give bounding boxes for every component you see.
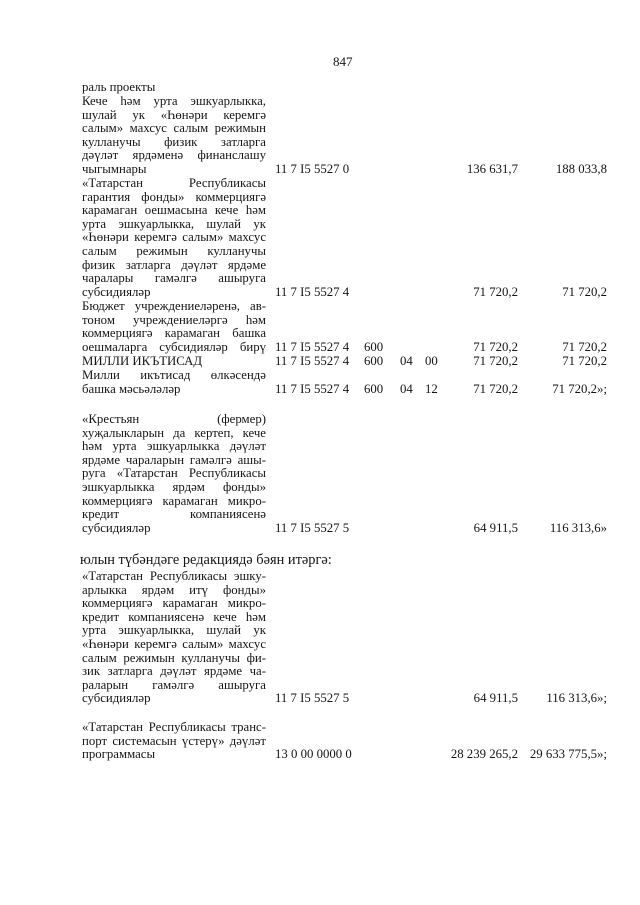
row-values [0,522,640,536]
budget-row [0,721,640,762]
amount-column-2: 71 720,2»; [552,381,607,396]
row-values [0,355,640,369]
amount-column-2: 71 720,2 [562,339,607,354]
amount-column-1: 28 239 265,2 [450,747,518,762]
description-line: оешмаларга субсидияләр бирү [82,339,266,354]
row-values [0,163,640,177]
description-line: раль проекты [82,80,156,94]
description-line: арлыкка ярдәм итү фонды» [82,582,266,597]
description-line: субсидияләр [82,520,151,535]
budget-row [0,369,640,396]
description-line: башка мәсьәләләр [82,381,181,396]
description-line: хуҗалыкларын да кертеп, кече [82,425,266,440]
description-line: салым» махсус салым режимын [82,121,266,136]
row-values [0,692,640,706]
description-line: Бюджет учреждениеләренә, ав- [82,299,266,313]
description-line: «Крестьян (фермер) [82,412,266,426]
description-line: зик затларга дәүләт ярдәме ча- [82,664,266,679]
description-line: Милли икътисад өлкәсендә [82,368,266,382]
description-line: субсидияләр [82,284,151,299]
row-description [82,177,266,299]
page-number: 847 [333,54,353,69]
expense-type-code: 600 [364,381,384,396]
budget-row [0,570,640,706]
amount-column-1: 136 631,7 [466,161,518,176]
expense-type-code: 600 [364,339,384,354]
row-values [0,286,640,300]
classification-code: 11 7 I5 5527 5 [275,691,350,706]
description-line: һәм урта эшкуарлыкка дәүләт [82,439,266,454]
description-line: субсидияләр [82,691,151,706]
description-line: руга «Татарстан Республикасы [82,466,266,481]
description-line: Кече һәм урта эшкуарлыкка, [82,94,266,108]
row-values [0,383,640,397]
classification-code: 11 7 I5 5527 4 [275,339,350,354]
amount-column-2: 29 633 775,5»; [529,747,607,762]
description-line: эшкуарлыкка ярдәм фонды» [82,479,266,494]
description-line: «Татарстан Республикасы транс- [82,720,266,734]
budget-row [0,413,640,535]
description-line: урта эшкуарлыкка, шулай ук [82,216,266,231]
budget-row [0,300,640,354]
description-line: МИЛЛИ ИКЪТИСАД [82,354,203,368]
row-description [82,570,266,706]
subsection-code: 00 [425,354,438,368]
description-line: дәүләт ярдәменә финанслашу [82,148,266,163]
description-line: кредит компаниясенә кече һәм [82,609,266,624]
amount-column-1: 71 720,2 [473,354,518,368]
budget-row [0,81,640,95]
row-values [0,748,640,762]
expense-type-code: 600 [364,354,384,368]
section-code: 04 [400,381,413,396]
description-line: карамаган оешмасына кече һәм [82,203,266,218]
description-line: ярдәме чараларын гамәлгә ашы- [82,452,266,467]
description-line: чаралары гамәлгә ашыруга [82,271,266,286]
amount-column-2: 116 313,6»; [546,691,607,706]
description-line: программасы [82,747,156,762]
amendment-instruction: юлын түбәндәге редакциядә бәян итәргә: [80,552,332,568]
amount-column-1: 71 720,2 [473,381,518,396]
amount-column-2: 116 313,6» [549,520,607,535]
budget-row [0,355,640,369]
amount-column-1: 71 720,2 [473,339,518,354]
description-line: «Һөнәри керемгә салым» махсус [82,636,266,651]
description-line: коммерциягә карамаган микро- [82,596,266,611]
description-line: физик затларга дәүләт ярдәме [82,257,266,272]
description-line: «Һөнәри керемгә салым» махсус [82,230,266,245]
classification-code: 11 7 I5 5527 4 [275,381,350,396]
budget-row [0,177,640,299]
row-description [82,413,266,535]
description-line: тоном учреждениеләргә һәм [82,312,266,327]
description-line: салым режимын кулланучы фи- [82,650,266,665]
description-line: чыгымнары [82,161,147,176]
classification-code: 11 7 I5 5527 4 [275,284,350,299]
description-line: гарантия фонды» коммерциягә [82,189,266,204]
amount-column-1: 64 911,5 [473,520,518,535]
amount-column-2: 71 720,2 [562,354,607,368]
budget-row [0,95,640,177]
amount-column-2: 71 720,2 [562,284,607,299]
description-line: урта эшкуарлыкка, шулай ук [82,623,266,638]
row-description [82,81,266,95]
classification-code: 11 7 I5 5527 0 [275,161,350,176]
description-line: порт системасын үстерү» дәүләт [82,733,266,748]
description-line: раларын гамәлгә ашыруга [82,677,266,692]
description-line: кулланучы физик затларга [82,134,266,149]
description-line: «Татарстан Республикасы [82,176,266,190]
subsection-code: 12 [425,381,438,396]
classification-code: 11 7 I5 5527 5 [275,520,350,535]
description-line: кредит компаниясенә [82,507,266,522]
description-line: коммерциягә карамаган башка [82,326,266,341]
section-code: 04 [400,354,413,368]
description-line: салым режимын кулланучы [82,243,266,258]
description-line: «Татарстан Республикасы эшку- [82,569,266,583]
row-values [0,341,640,355]
amount-column-1: 71 720,2 [473,284,518,299]
description-line: коммерциягә карамаган микро- [82,493,266,508]
amount-column-2: 188 033,8 [555,161,607,176]
classification-code: 11 7 I5 5527 4 [275,354,350,368]
amount-column-1: 64 911,5 [473,691,518,706]
description-line: шулай ук «Һөнәри керемгә [82,107,266,122]
classification-code: 13 0 00 0000 0 [275,747,352,762]
